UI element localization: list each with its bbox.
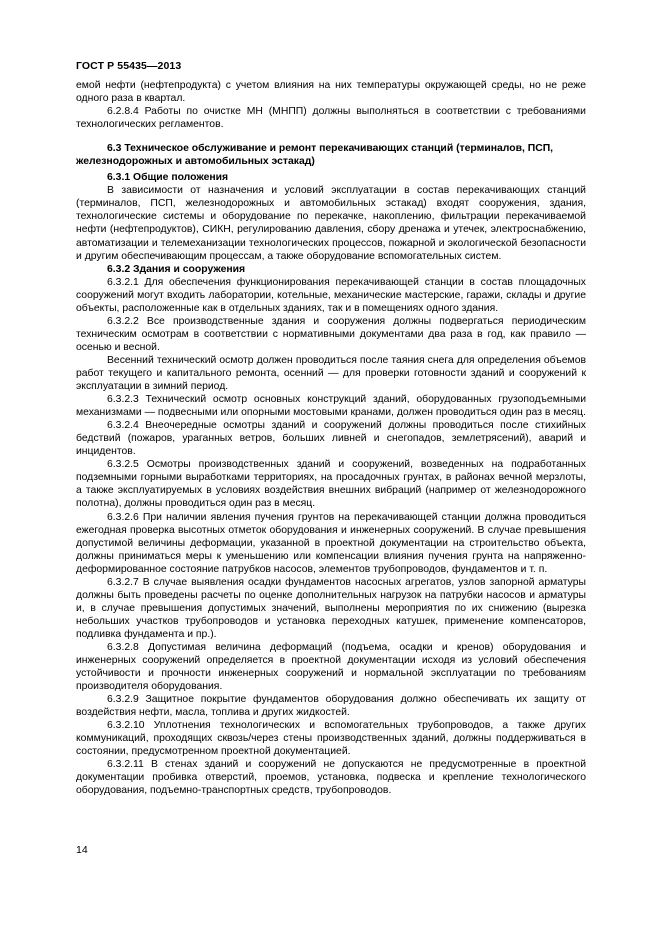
paragraph-6-3-2-2-spring: Весенний технический осмотр должен проводиться после таяния снега для определения объемов работ текущего и капитального ремонта, осенний — для проверки готовности зданий и сооружений к эксплуатации в зимний период. xyxy=(76,354,586,393)
paragraph-6-3-2-4: 6.3.2.4 Внеочередные осмотры зданий и сооружений должны проводиться после стихийных бедствий (пожаров, ураганных ветров, больших ливней и снегопадов, землетрясений), аварий и инцидентов. xyxy=(76,420,586,458)
paragraph-6-3-2-10: 6.3.2.10 Уплотнения технологических и вспомогательных трубопроводов, а также других коммуникаций, проходящих сквозь/через стены производственных зданий, должны поддерживаться в состоянии, предусмотренном проектной документацией. xyxy=(76,720,586,758)
paragraph-6-3-2-6: 6.3.2.6 При наличии явления пучения грунтов на перекачивающей станции должна проводиться ежегодная проверка высотных отметок оборудования и инженерных сооружений. В случае превышения допустимой величины деформации, указанной в проектной документации на строительство объекта, должны приниматься меры к уменьшению или компенсации влияния пучения грунта на напряженно-деформированное состояние патрубков насосов, элементов трубопроводов, фундаментов и т. п. xyxy=(76,511,586,575)
document-body xyxy=(76,79,586,798)
paragraph-6-3-2-9: 6.3.2.9 Защитное покрытие фундаментов оборудования должно обеспечивать их защиту от воздействия нефти, масла, топлива и других жидкостей. xyxy=(76,694,586,719)
paragraph-6-3-2-1: 6.3.2.1 Для обеспечения функционирования перекачивающей станции в состав площадочных сооружений могут входить лаборатории, котельные, механические мастерские, гаражи, склады и другие объекты, расположенные как в отдельных зданиях, так и в помещениях одного здания. xyxy=(76,276,586,314)
document-header: ГОСТ Р 55435—2013 xyxy=(76,60,182,72)
paragraph-6-3-2-7: 6.3.2.7 В случае выявления осадки фундаментов насосных агрегатов, узлов запорной арматуры должны быть проведены расчеты по оценке дополнительных нагрузок на патрубки насосов и арматуры и, в случае превышения допустимых значений, выполнены мероприятия по их снижению (вырезка небольших участков трубопроводов и установка переходных катушек, применение компенсаторов, подливка фундамента и пр.). xyxy=(76,576,586,640)
page-number: 14 xyxy=(76,844,88,856)
paragraph-6-2-8-4: 6.2.8.4 Работы по очистке МН (МНПП) должны выполняться в соответствии с требованиями технологических регламентов. xyxy=(76,106,586,131)
paragraph-6-3-2-11: 6.3.2.11 В стенах зданий и сооружений не допускаются не предусмотренные в проектной документации пробивка отверстий, проемов, установка, подвеска и крепление технологического оборудования, подъемно-транспортных средств, трубопроводов. xyxy=(76,759,586,797)
paragraph-6-3-2-5: 6.3.2.5 Осмотры производственных зданий и сооружений, возведенных на подработанных подземными горными выработками территориях, на просадочных грунтах, в районах вечной мерзлоты, а также эксплуатируемых в условиях воздействия внешних вибраций (например от железнодорожного полотна), должны проводиться один раз в месяц. xyxy=(76,459,586,510)
paragraph-continuation: емой нефти (нефтепродукта) с учетом влияния на них температуры окружающей среды, но не реже одного раза в квартал. xyxy=(76,80,586,105)
section-heading-6-3: 6.3 Техническое обслуживание и ремонт перекачивающих станций (терминалов, ПСП, железнодорожных и автомобильных эстакад) xyxy=(76,143,554,168)
paragraph-6-3-2-8: 6.3.2.8 Допустимая величина деформаций (подъема, осадки и кренов) оборудования и инженерных сооружений определяется в проектной документации исходя из условий обеспечения устойчивости и прочности инженерных сооружений и нормальной эксплуатации по требованиям производителя оборудования. xyxy=(76,641,586,693)
subsection-heading-6-3-2: 6.3.2 Здания и сооружения xyxy=(107,263,246,275)
paragraph-6-3-2-3: 6.3.2.3 Технический осмотр основных конструкций зданий, оборудованных грузоподъемными механизмами — подвесными или опорными мостовыми кранами, должен проводиться один раз в месяц. xyxy=(76,394,586,419)
subsection-heading-6-3-1: 6.3.1 Общие положения xyxy=(107,172,229,184)
paragraph-6-3-2-2: 6.3.2.2 Все производственные здания и сооружения должны подвергаться периодическим техническим осмотрам в соответствии с нормативными документами два раза в год, как правило — осенью и весной. xyxy=(76,315,586,353)
paragraph-6-3-1: В зависимости от назначения и условий эксплуатации в состав перекачивающих станций (терминалов, ПСП, железнодорожных и автомобильных эстакад) входят сооружения, здания, технологические системы и оборудование по перекачке, накоплению, фильтрации перекачиваемой нефти (нефтепродуктов), СИКН, регулированию давления, сбору дренажа и утечек, электроснабжению, автоматизации и телемеханизации технологических процессов, пожарной и экологической безопасности и другим обеспечивающим процессам, а также оборудование вспомогательных систем. xyxy=(76,185,586,262)
